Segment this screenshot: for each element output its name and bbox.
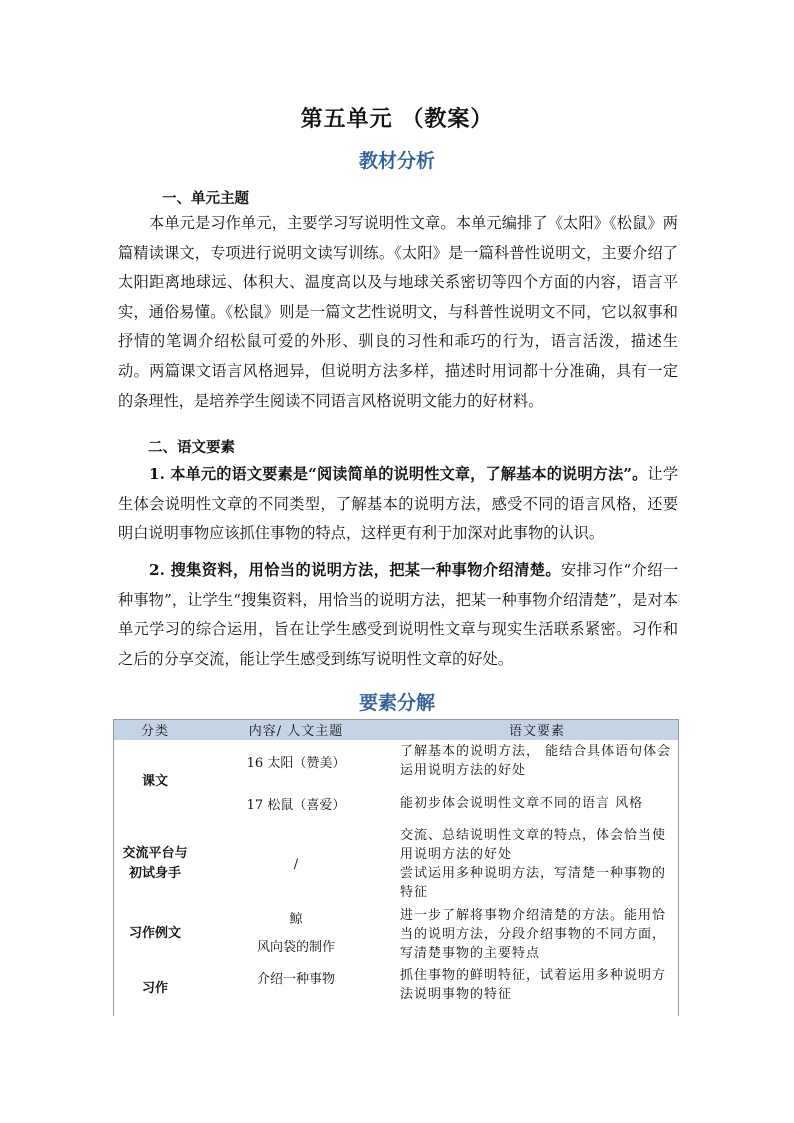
heading-language-elements: 二、语文要素 [148, 439, 235, 456]
category-examples: 习作例文 [128, 926, 181, 941]
header-category: 分类 [113, 719, 197, 740]
table-row [113, 964, 679, 1014]
content-cell: / [293, 856, 299, 872]
heading-unit-theme: 一、单元主题 [162, 190, 249, 207]
content-cell: 介绍一种事物 [256, 972, 335, 987]
content-line: 鲸 [289, 912, 303, 927]
element-line: 交流、总结说明性文章的特点，体会恰当使用说明方法的好处 [400, 828, 667, 862]
element-cell: 抓住事物的鲜明特征，试着运用多种说明方法说明事物的特征 [400, 968, 667, 1002]
table-row [113, 740, 679, 782]
table-row [113, 824, 679, 904]
element-cell [395, 824, 679, 904]
element-cell: 了解基本的说明方法， 能结合具体语句体会运用说明方法的好处 [400, 744, 672, 778]
table-row [113, 904, 679, 964]
category-writing: 习作 [141, 981, 168, 996]
table-row [113, 782, 679, 824]
element-cell: 进一步了解将事物介绍清楚的方法。能用恰当的说明方法，分段介绍事物的不同方面，写清楚事物的主要特点 [400, 907, 667, 961]
elements-table [113, 719, 679, 1014]
content-cell: 16 太阳（赞美） [246, 755, 346, 771]
content-line: 风向袋的制作 [256, 940, 335, 955]
element-2-lead-b: 恰当的说明方法 [264, 561, 374, 579]
element-cell: 能初步体会说明性文章不同的语言 风格 [400, 795, 644, 811]
content-cell [197, 904, 395, 964]
header-content: 内容/ 人文主题 [197, 719, 395, 740]
category-texts: 课文 [141, 774, 168, 789]
section-heading-analysis: 教材分析 [358, 150, 435, 172]
element-2-lead-c: ，把某一种事物介绍清楚。 [373, 561, 561, 579]
content-cell: 17 松鼠（喜爱） [246, 797, 346, 813]
paragraph-element-2 [118, 556, 678, 674]
element-line: 尝试运用多种说明方法，写清楚一种事物的特征 [400, 866, 667, 900]
element-1-lead: 1. 本单元的语文要素是“阅读简单的说明性文章，了解基本的说明方法”。 [149, 465, 648, 483]
paragraph-element-1 [118, 460, 678, 549]
element-1-body: 让学生体会说明性文章的不同类型，了解基本的说明方法，感受不同的语言风格，还要明白说明事物应该抓住事物的特点，这样更有利于加深对此事物的认识。 [118, 465, 679, 543]
header-elements: 语文要素 [395, 719, 679, 740]
table-header-row [113, 719, 679, 740]
paragraph-unit-theme: 本单元是习作单元，主要学习写说明性文章。本单元编排了《太阳》《松鼠》两篇精读课文，专项进行说明文读写训练。《太阳》是一篇科普性说明文，主要介绍了太阳距离地球远、体积大、温度高以及与地球关系密切等四个方面的内容，语言平实，通俗易懂。《松鼠》则是一篇文艺性说明文，与科普性说明文不同，它以叙事和抒情的笔调介绍松鼠可爱的外形、驯良的习性和乖巧的行为，语言活泼，描述生动。两篇课文语言风格迥异，但说明方法多样，描述时用词都十分准确，具有一定的条理性，是培养学生阅读不同语言风格说明文能力的好材料。 [118, 214, 678, 410]
section-heading-breakdown: 要素分解 [358, 692, 435, 714]
element-2-lead-a: 2. 搜集资料，用 [149, 561, 265, 579]
page-title: 第五单元 （教案） [300, 106, 494, 132]
element-2-body: 安排习作“介绍一种事物”，让学生“搜集资料，用恰当的说明方法，把某一种事物介绍清楚”，是对本单元学习的综合运用，旨在让学生感受到说明性文章与现实生活联系紧密。习作和之后的分享交流，能让学生感受到练写说明性文章的好处。 [118, 561, 679, 668]
category-exchange [113, 824, 197, 904]
category-exchange-label: 交流平台与初试身手 [122, 846, 188, 881]
